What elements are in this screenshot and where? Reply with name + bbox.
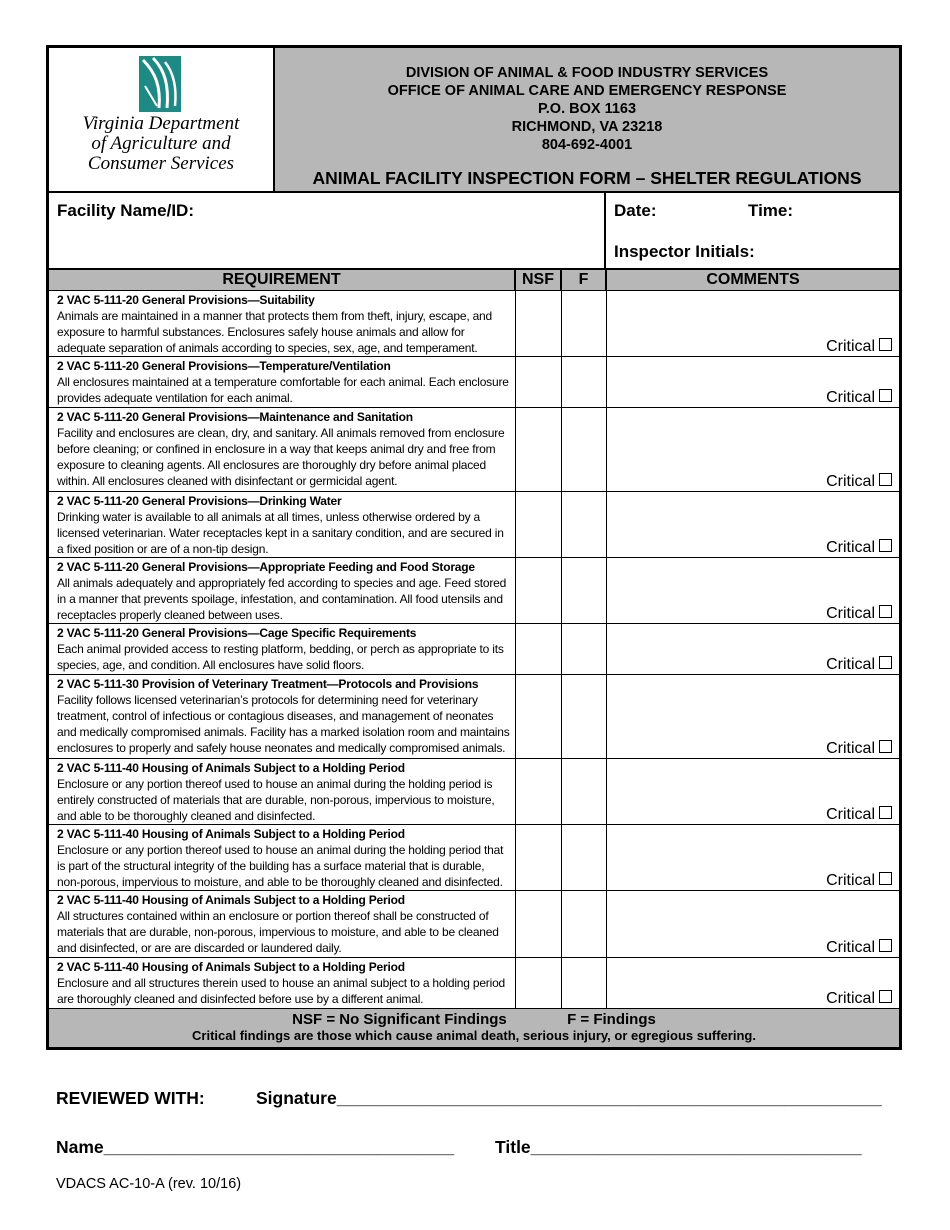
critical-checkbox[interactable] [826, 872, 892, 890]
checkbox-icon[interactable] [879, 740, 892, 753]
findings-cell[interactable] [561, 891, 606, 958]
requirement-title: 2 VAC 5-111-20 General Provisions—Suitability [57, 293, 315, 307]
table-row [49, 759, 899, 825]
checkbox-icon[interactable] [879, 605, 892, 618]
requirement-cell [49, 958, 515, 1008]
requirement-cell [49, 624, 515, 675]
requirement-title: 2 VAC 5-111-40 Housing of Animals Subject to a Holding Period [57, 761, 405, 775]
office-name: OFFICE OF ANIMAL CARE AND EMERGENCY RESPONSE [387, 83, 787, 99]
critical-label: Critical [826, 605, 875, 622]
critical-label: Critical [826, 872, 875, 889]
table-header-row [49, 270, 899, 291]
signature-blank[interactable]: ________________________________________________________ [336, 1088, 882, 1108]
findings-cell[interactable] [561, 675, 606, 759]
critical-label: Critical [826, 338, 875, 355]
comments-cell[interactable] [606, 825, 899, 891]
requirement-description: All structures contained within an enclosure or portion thereof shall be constructed of materials that are durable, non-porous, impervious to moisture, and able to be cleaned and disinfected, or are are discarded or laundered daily. [57, 909, 499, 955]
findings-cell[interactable] [561, 624, 606, 675]
facility-name-field[interactable] [49, 193, 606, 268]
critical-checkbox[interactable] [826, 539, 892, 557]
agency-logo [49, 48, 275, 191]
date-label[interactable]: Date: [614, 201, 657, 220]
inspection-form [46, 45, 902, 1050]
critical-checkbox[interactable] [826, 990, 892, 1008]
reviewed-with-label: REVIEWED WITH: [56, 1088, 205, 1108]
critical-checkbox[interactable] [826, 806, 892, 824]
critical-checkbox[interactable] [826, 656, 892, 674]
table-row [49, 891, 899, 958]
city-state-zip: RICHMOND, VA 23218 [511, 119, 663, 135]
critical-label: Critical [826, 539, 875, 556]
phone-number: 804-692-4001 [541, 137, 633, 153]
requirement-description: Enclosure or any portion thereof used to house an animal during the holding period is entirely constructed of materials that are durable, non-porous, impervious to moisture, and able to be thoroughly cleaned and disinfected. [57, 777, 495, 823]
agency-name-line: Consumer Services [87, 153, 235, 174]
requirement-title: 2 VAC 5-111-20 General Provisions—Cage Specific Requirements [57, 626, 417, 640]
nsf-cell[interactable] [515, 675, 561, 759]
requirements-body [49, 291, 899, 1008]
findings-cell[interactable] [561, 357, 606, 408]
name-label: Name [56, 1137, 104, 1157]
requirement-description: Animals are maintained in a manner that protects them from theft, injury, escape, and exposure to harmful substances. Enclosures safely house animals and allow for adequate separation of animals according to species, sex, age, and temperament. [57, 309, 493, 355]
requirement-title: 2 VAC 5-111-40 Housing of Animals Subject to a Holding Period [57, 960, 405, 974]
requirement-cell [49, 891, 515, 958]
division-name: DIVISION OF ANIMAL & FOOD INDUSTRY SERVICES [405, 65, 769, 81]
requirement-title: 2 VAC 5-111-20 General Provisions—Drinking Water [57, 494, 342, 508]
checkbox-icon[interactable] [879, 806, 892, 819]
critical-label: Critical [826, 740, 875, 757]
nsf-cell[interactable] [515, 624, 561, 675]
form-header [49, 48, 899, 193]
requirement-cell [49, 759, 515, 825]
critical-label: Critical [826, 989, 875, 1007]
requirement-cell [49, 408, 515, 492]
findings-cell[interactable] [561, 759, 606, 825]
title-line[interactable] [495, 1137, 862, 1158]
critical-checkbox[interactable] [826, 389, 892, 407]
critical-checkbox[interactable] [826, 338, 892, 356]
checkbox-icon[interactable] [879, 473, 892, 486]
legend [49, 1008, 899, 1047]
nsf-cell[interactable] [515, 958, 561, 1008]
checkbox-icon[interactable] [879, 338, 892, 351]
table-row [49, 492, 899, 558]
requirement-cell [49, 357, 515, 408]
critical-checkbox[interactable] [826, 605, 892, 623]
critical-label: Critical [826, 806, 875, 823]
comments-cell[interactable] [606, 759, 899, 825]
requirement-title: 2 VAC 5-111-30 Provision of Veterinary Treatment—Protocols and Provisions [57, 677, 479, 691]
inspection-meta [606, 193, 899, 268]
table-row [49, 408, 899, 492]
nsf-cell[interactable] [515, 558, 561, 624]
comments-cell[interactable] [606, 291, 899, 357]
requirement-title: 2 VAC 5-111-20 General Provisions—Temperature/Ventilation [57, 359, 391, 373]
nsf-cell[interactable] [515, 759, 561, 825]
checkbox-icon[interactable] [879, 539, 892, 552]
critical-label: Critical [826, 389, 875, 406]
requirement-description: All enclosures maintained at a temperature comfortable for each animal. Each enclosure provides adequate ventilation for each animal. [57, 375, 509, 405]
requirement-cell [49, 291, 515, 357]
requirement-description: Facility and enclosures are clean, dry, and sanitary. All animals removed from enclosure before cleaning; or confined in enclosure in a way that keeps animal dry and free from exposure to cleaning agents. All enclosures are thoroughly dry before animal placed within. All enclosures cleaned with disinfectant or germicidal agent. [57, 426, 505, 488]
critical-label: Critical [826, 939, 875, 956]
requirement-cell [49, 675, 515, 759]
findings-cell[interactable] [561, 291, 606, 357]
nsf-cell[interactable] [515, 492, 561, 558]
comments-cell[interactable] [606, 357, 899, 408]
nsf-cell[interactable] [515, 825, 561, 891]
table-row [49, 558, 899, 624]
requirement-cell [49, 492, 515, 558]
inspector-initials-label[interactable]: Inspector Initials: [614, 242, 755, 261]
requirement-description: Enclosure and all structures therein used to house an animal subject to a holding period are thoroughly cleaned and disinfected before use by a different animal. [57, 976, 506, 1006]
findings-cell[interactable] [561, 408, 606, 492]
title-blank[interactable]: __________________________________ [530, 1137, 862, 1157]
critical-note: Critical findings are those which cause animal death, serious injury, or egregious suffering. [192, 1027, 756, 1043]
requirement-description: Each animal provided access to resting platform, bedding, or perch as appropriate to its species, age, and condition. All enclosures have solid floors. [57, 642, 504, 672]
nsf-cell[interactable] [515, 357, 561, 408]
column-header-nsf: NSF [515, 270, 561, 291]
name-line[interactable] [56, 1137, 454, 1158]
critical-checkbox[interactable] [826, 473, 892, 491]
legend-nsf: NSF = No Significant Findings [292, 1010, 507, 1028]
critical-checkbox[interactable] [826, 740, 892, 758]
requirement-title: 2 VAC 5-111-40 Housing of Animals Subject to a Holding Period [57, 827, 405, 841]
comments-cell[interactable] [606, 675, 899, 759]
requirement-description: Drinking water is available to all animals at all times, unless otherwise ordered by a licensed veterinarian. Water receptacles kept in a sanitary condition, and are secured in a fixed position or are of a non-tip design. [57, 510, 504, 556]
po-box: P.O. BOX 1163 [537, 101, 637, 117]
column-header-comments: COMMENTS [606, 270, 899, 291]
agency-name-line: of Agriculture and [91, 133, 231, 154]
critical-label: Critical [826, 656, 875, 673]
title-label: Title [495, 1137, 531, 1157]
comments-cell[interactable] [606, 624, 899, 675]
signature-line[interactable] [256, 1088, 882, 1109]
comments-cell[interactable] [606, 408, 899, 492]
findings-cell[interactable] [561, 958, 606, 1008]
findings-cell[interactable] [561, 558, 606, 624]
time-label[interactable]: Time: [748, 201, 794, 220]
requirement-title: 2 VAC 5-111-20 General Provisions—Maintenance and Sanitation [57, 410, 413, 424]
column-header-requirement: REQUIREMENT [49, 270, 515, 291]
form-revision: VDACS AC-10-A (rev. 10/16) [56, 1176, 242, 1192]
table-row [49, 958, 899, 1008]
requirements-table [49, 270, 899, 1008]
requirement-cell [49, 558, 515, 624]
requirement-title: 2 VAC 5-111-20 General Provisions—Appropriate Feeding and Food Storage [57, 560, 475, 574]
column-header-f: F [561, 270, 606, 291]
table-row [49, 624, 899, 675]
findings-cell[interactable] [561, 825, 606, 891]
agency-name-line: Virginia Department [82, 113, 240, 134]
comments-cell[interactable] [606, 492, 899, 558]
comments-cell[interactable] [606, 558, 899, 624]
checkbox-icon[interactable] [879, 872, 892, 885]
findings-cell[interactable] [561, 492, 606, 558]
vdacs-leaf-icon [139, 56, 181, 112]
table-row [49, 675, 899, 759]
checkbox-icon[interactable] [879, 656, 892, 669]
facility-info [49, 193, 899, 270]
critical-label: Critical [826, 473, 875, 490]
requirement-description: All animals adequately and appropriately fed according to species and age. Feed stored in a manner that prevents spoilage, infestation, and contamination. All food utensils and receptacles properly cleaned between uses. [57, 576, 507, 622]
comments-cell[interactable] [606, 891, 899, 958]
name-blank[interactable]: ____________________________________ [103, 1137, 455, 1157]
critical-checkbox[interactable] [826, 939, 892, 957]
nsf-cell[interactable] [515, 291, 561, 357]
requirement-title: 2 VAC 5-111-40 Housing of Animals Subject to a Holding Period [57, 893, 405, 907]
checkbox-icon[interactable] [879, 389, 892, 402]
facility-name-label: Facility Name/ID: [57, 201, 194, 220]
table-row [49, 357, 899, 408]
checkbox-icon[interactable] [879, 990, 892, 1003]
form-title: ANIMAL FACILITY INSPECTION FORM – SHELTER REGULATIONS [312, 168, 862, 188]
nsf-cell[interactable] [515, 408, 561, 492]
agency-info [275, 48, 899, 191]
comments-cell[interactable] [606, 958, 899, 1008]
checkbox-icon[interactable] [879, 939, 892, 952]
table-row [49, 291, 899, 357]
legend-f: F = Findings [567, 1010, 656, 1028]
signature-label: Signature [256, 1088, 337, 1108]
requirement-description: Enclosure or any portion thereof used to house an animal during the holding period that is part of the structural integrity of the building has a surface material that is durable, non-porous, impervious to moisture, and able to be thoroughly cleaned and disinfected. [57, 843, 504, 889]
table-row [49, 825, 899, 891]
requirement-description: Facility follows licensed veterinarian’s protocols for determining need for veterinary treatment, control of infectious or contagious diseases, and management of neonates and medically compromised animals. Facility has a marked isolation room and maintains enclosures to properly and safely house neonates and medically compromised animals. [57, 693, 510, 755]
agency-name [49, 114, 273, 174]
requirement-cell [49, 825, 515, 891]
nsf-cell[interactable] [515, 891, 561, 958]
